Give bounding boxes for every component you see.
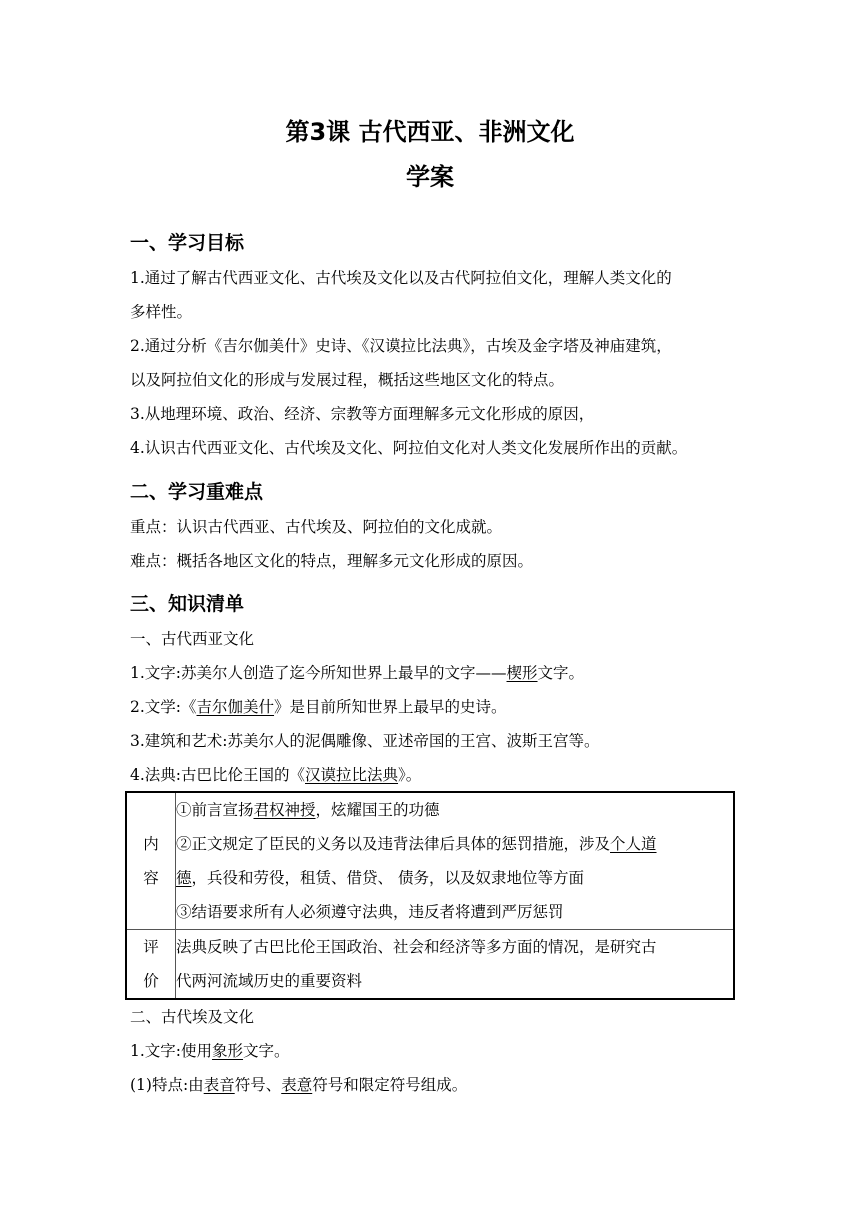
label-char: 内 [143, 835, 159, 853]
content-cell [176, 792, 735, 930]
section-key-points-heading: 二、学习重难点 [130, 481, 264, 503]
objective-2-line-1: 2.通过分析《吉尔伽美什》史诗、《汉谟拉比法典》，古埃及金字塔及神庙建筑， [130, 337, 672, 355]
objective-2-line-2: 以及阿拉伯文化的形成与发展过程，概括这些地区文化的特点。 [130, 371, 565, 389]
text: 》是目前所知世界上最早的史诗。 [274, 698, 507, 716]
difficult-point: 难点：概括各地区文化的特点，理解多元文化形成的原因。 [130, 552, 534, 570]
objective-1-line-1: 1.通过了解古代西亚文化、古代埃及文化以及古代阿拉伯文化，理解人类文化的 [130, 269, 672, 287]
text: 符号和限定符号组成。 [312, 1076, 468, 1094]
text: ②正文规定了臣民的义务以及违背法律后具体的惩罚措施，涉及 [176, 835, 611, 853]
blank-answer: 汉谟拉比法典 [305, 766, 399, 784]
text: 文字。 [243, 1042, 290, 1060]
west-asia-code [130, 758, 740, 792]
lesson-subtitle: 学案 [406, 163, 454, 191]
blank-answer: 表音 [203, 1076, 235, 1094]
text: 1.文字:使用 [130, 1042, 213, 1060]
label-char: 评 [143, 938, 159, 956]
blank-answer: 德 [176, 869, 192, 887]
text: 文字。 [537, 664, 585, 682]
text: ，炫耀国王的功德 [315, 801, 440, 819]
section-objectives-heading: 一、学习目标 [130, 232, 245, 254]
evaluation-label [126, 930, 176, 1000]
west-asia-architecture: 3.建筑和艺术:苏美尔人的泥偶雕像、亚述帝国的王宫、波斯王宫等。 [130, 732, 600, 750]
label-char: 价 [143, 972, 159, 990]
blank-answer: 君权神授 [253, 801, 316, 819]
content-line-1 [176, 793, 733, 827]
west-asia-writing [130, 656, 740, 690]
egypt-writing-features [130, 1068, 740, 1102]
content-label [126, 792, 176, 930]
west-asia-literature [130, 690, 740, 724]
text: 4.法典:古巴比伦王国的《 [130, 766, 306, 784]
objective-1-line-2: 多样性。 [130, 303, 193, 321]
text: 1.文字:苏美尔人创造了迄今所知世界上最早的文字—— [130, 664, 507, 682]
egypt-heading: 二、古代埃及文化 [130, 1008, 255, 1026]
table-row-content [126, 792, 734, 930]
blank-answer: 楔形 [506, 664, 538, 682]
blank-answer: 象形 [212, 1042, 244, 1060]
text: (1)特点:由 [130, 1076, 204, 1094]
text: 符号、 [234, 1076, 282, 1094]
content-line-2 [176, 827, 733, 861]
blank-answer: 吉尔伽美什 [196, 698, 275, 716]
section-knowledge-heading: 三、知识清单 [130, 593, 245, 615]
code-of-hammurabi-table [125, 791, 735, 1000]
evaluation-line-2: 代两河流域历史的重要资料 [176, 972, 363, 990]
table-row-evaluation [126, 930, 734, 1000]
egypt-writing [130, 1034, 740, 1068]
blank-answer: 个人道 [610, 835, 657, 853]
text: 2.文学:《 [130, 698, 197, 716]
objective-4: 4.认识古代西亚文化、古代埃及文化、阿拉伯文化对人类文化发展所作出的贡献。 [130, 439, 688, 457]
text: ①前言宣扬 [176, 801, 254, 819]
evaluation-cell [176, 930, 735, 1000]
west-asia-heading: 一、古代西亚文化 [130, 630, 255, 648]
blank-answer: 表意 [281, 1076, 313, 1094]
evaluation-line-1: 法典反映了古巴比伦王国政治、社会和经济等多方面的情况，是研究古 [176, 938, 657, 956]
content-line-3 [176, 861, 733, 895]
key-point: 重点：认识古代西亚、古代埃及、阿拉伯的文化成就。 [130, 518, 503, 536]
content-line-4: ③结语要求所有人必须遵守法典，违反者将遭到严厉惩罚 [176, 903, 564, 921]
text: 》。 [398, 766, 422, 784]
objective-3: 3.从地理环境、政治、经济、宗教等方面理解多元文化形成的原因， [130, 405, 595, 423]
lesson-title: 第3课 古代西亚、非洲文化 [285, 118, 575, 146]
label-char: 容 [143, 869, 159, 887]
text: ，兵役和劳役，租赁、借贷、 债务，以及奴隶地位等方面 [191, 869, 584, 887]
